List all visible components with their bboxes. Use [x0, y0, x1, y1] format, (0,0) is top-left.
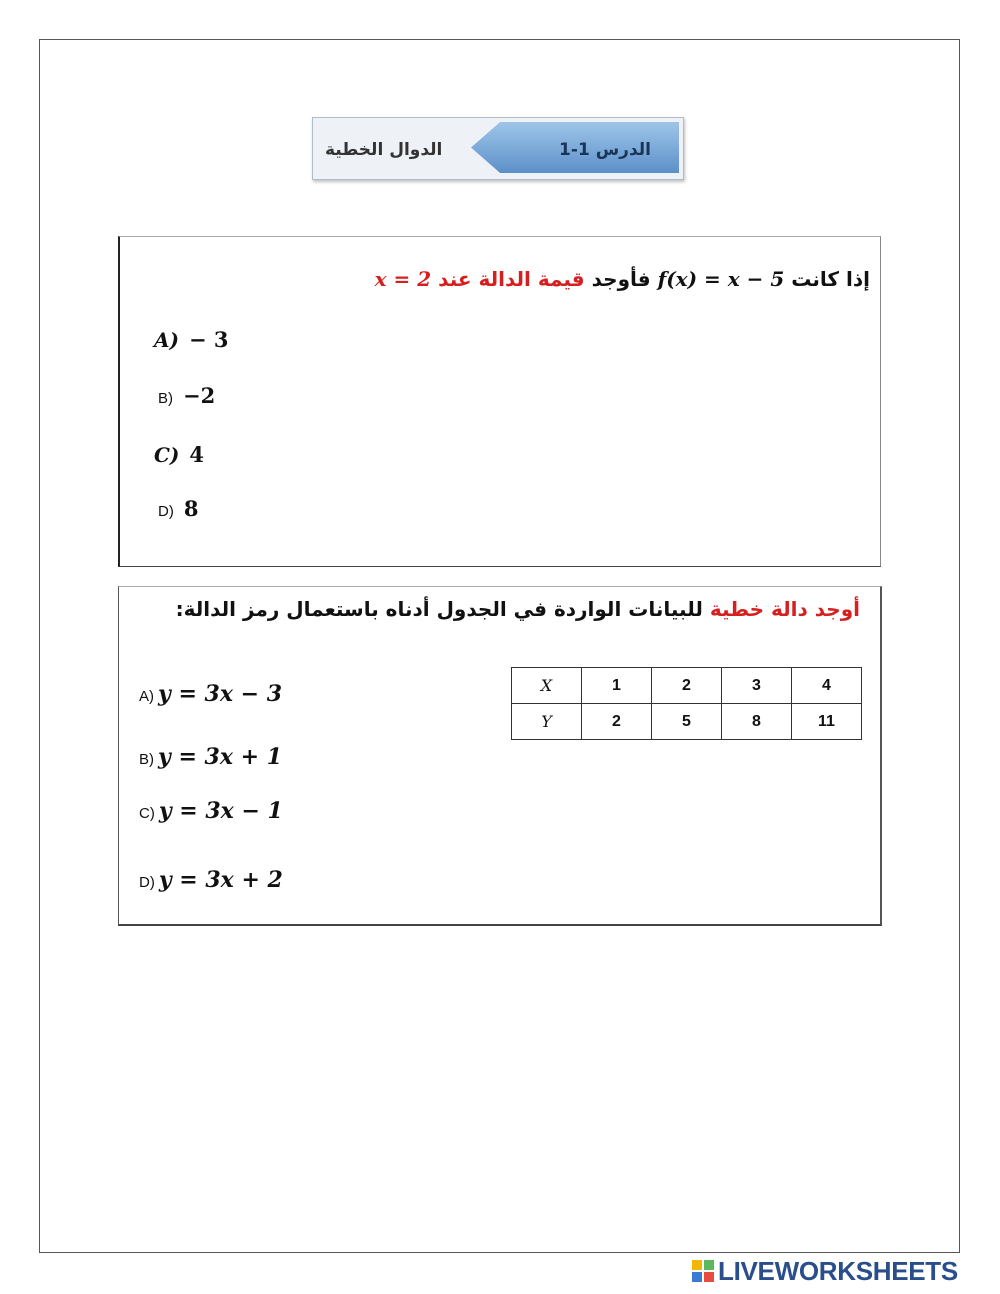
- q1-function: f(x) = x − 5: [657, 267, 785, 291]
- q1-mid: فأوجد: [584, 267, 658, 291]
- table-cell: 5: [652, 704, 722, 740]
- q1-red-math: x = 2: [374, 267, 432, 291]
- q2-option-c[interactable]: [139, 798, 283, 824]
- table-cell: 11: [792, 704, 862, 740]
- q1-prefix: إذا كانت: [784, 267, 870, 291]
- option-label: B): [158, 390, 173, 407]
- q1-option-c[interactable]: [154, 442, 204, 467]
- q1-option-b[interactable]: [158, 383, 215, 408]
- option-value: y = 3x + 2: [158, 867, 283, 893]
- option-value: 8: [183, 496, 199, 521]
- question-1-box: [118, 236, 881, 567]
- logo-text: LIVEWORKSHEETS: [718, 1255, 958, 1286]
- lesson-number: الدرس 1-1: [559, 140, 651, 160]
- logo-square: [704, 1272, 714, 1282]
- q2-option-b[interactable]: [139, 744, 282, 770]
- q1-option-d[interactable]: [158, 496, 198, 521]
- option-label: A): [154, 328, 179, 352]
- logo-grid-icon: [692, 1260, 714, 1282]
- option-label: D): [158, 503, 174, 520]
- option-value: 4: [189, 442, 205, 467]
- q2-red-text: أوجد دالة خطية: [709, 597, 860, 621]
- option-label: B): [139, 751, 154, 768]
- table-row-x: [512, 668, 862, 704]
- option-label: C): [154, 443, 180, 467]
- option-value: −2: [183, 383, 216, 408]
- lesson-banner: [312, 117, 684, 180]
- table-cell: 4: [792, 668, 862, 704]
- data-table: [511, 667, 862, 740]
- table-cell: 8: [722, 704, 792, 740]
- q1-option-a[interactable]: [154, 327, 229, 352]
- question-1-prompt: [375, 267, 870, 291]
- option-label: D): [139, 874, 155, 891]
- option-label: C): [139, 805, 155, 822]
- table-cell: 3: [722, 668, 792, 704]
- q2-rest-text: للبيانات الواردة في الجدول أدناه باستعمال رمز الدالة:: [175, 597, 710, 621]
- option-value: y = 3x − 3: [158, 681, 283, 707]
- option-value: y = 3x + 1: [158, 744, 283, 770]
- q2-option-a[interactable]: [139, 681, 282, 707]
- table-row-y: [512, 704, 862, 740]
- lesson-topic: الدوال الخطية: [325, 140, 443, 160]
- logo-square: [692, 1260, 702, 1270]
- table-cell: 2: [582, 704, 652, 740]
- liveworksheets-logo[interactable]: [692, 1256, 958, 1286]
- table-cell: 1: [582, 668, 652, 704]
- question-2-prompt: [176, 597, 860, 621]
- q2-option-d[interactable]: [139, 867, 283, 893]
- option-value: y = 3x − 1: [158, 798, 283, 824]
- table-cell: 2: [652, 668, 722, 704]
- logo-square: [692, 1272, 702, 1282]
- logo-square: [704, 1260, 714, 1270]
- option-value: − 3: [188, 327, 229, 352]
- table-cell: X: [512, 668, 582, 704]
- option-label: A): [139, 688, 154, 705]
- q1-red-text: قيمة الدالة عند: [431, 267, 585, 291]
- table-cell: Y: [512, 704, 582, 740]
- question-2-box: [118, 586, 882, 926]
